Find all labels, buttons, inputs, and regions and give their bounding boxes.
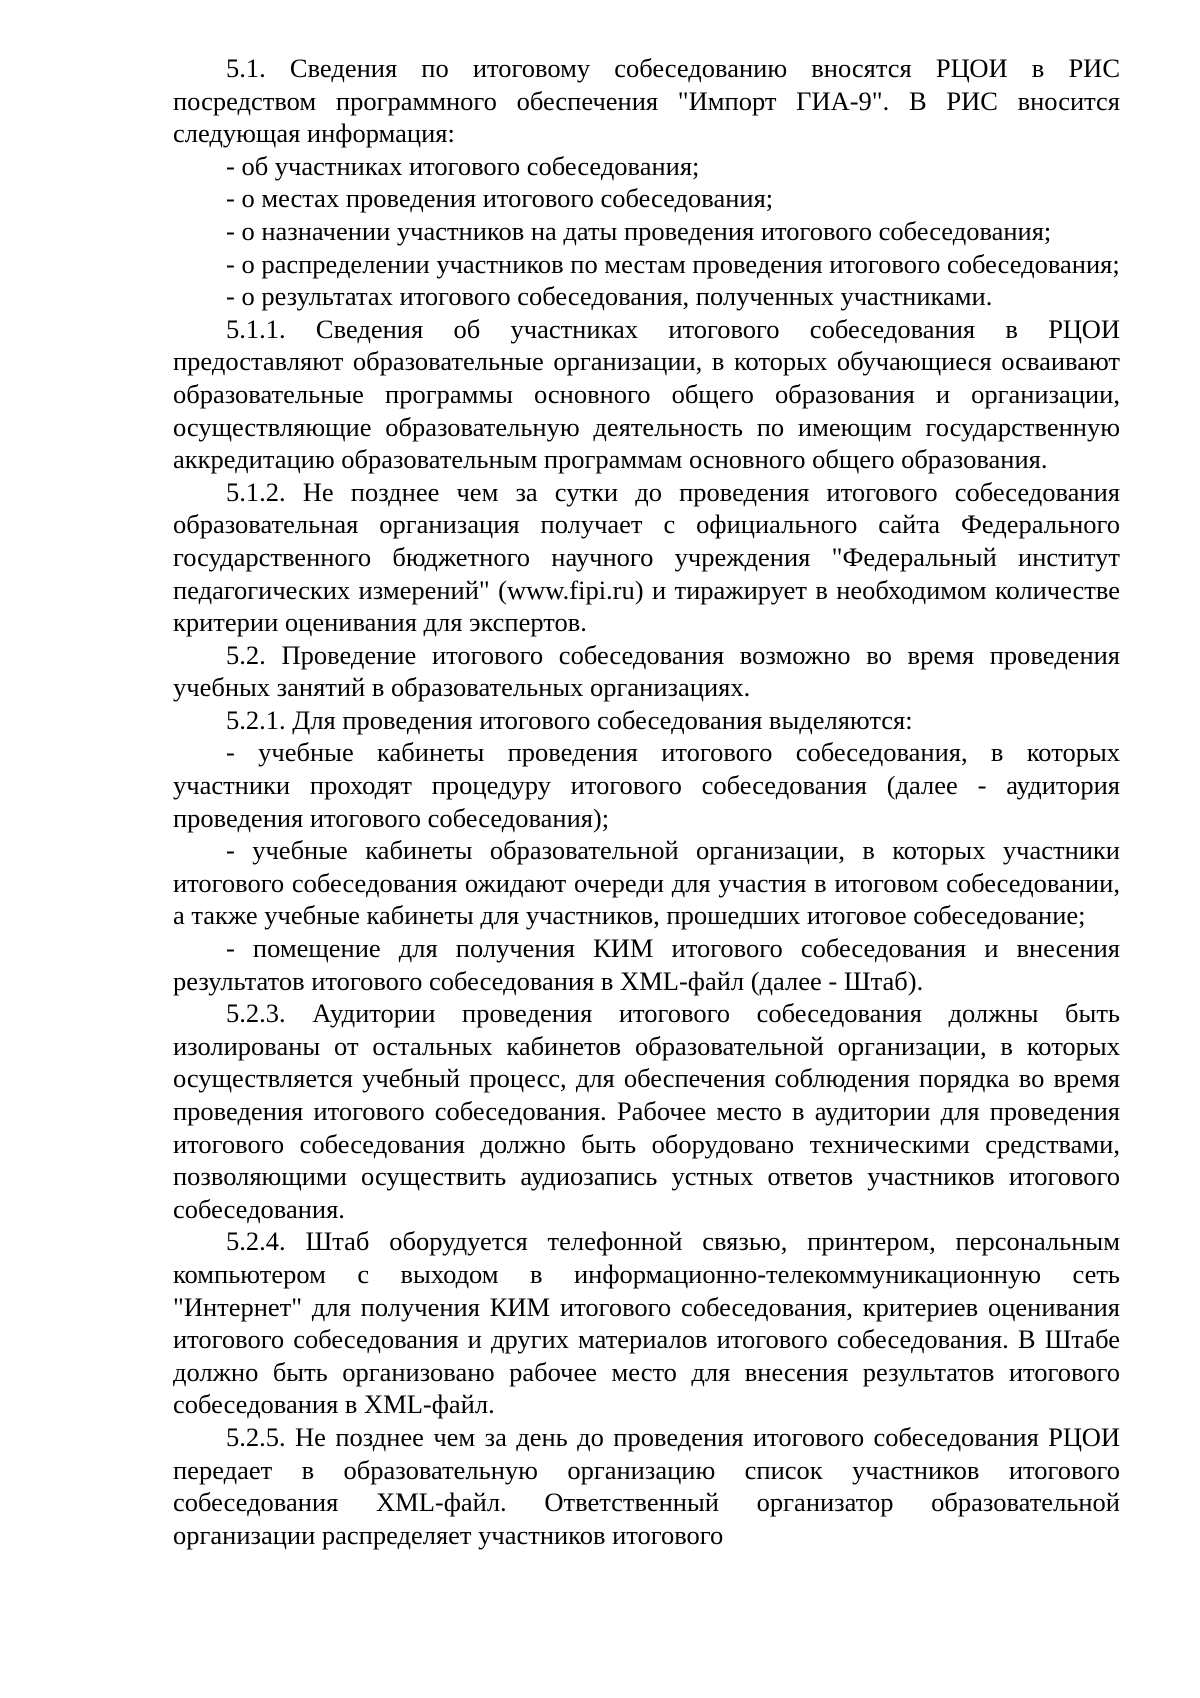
paragraph-5-2-5: 5.2.5. Не позднее чем за день до проведения итогового собеседования РЦОИ передает в образовательную организацию список участников итогового собеседования XML-файл. Ответственный организатор образовательной организации распределяет участников итогового bbox=[173, 1421, 1120, 1550]
paragraph-5-1-1: 5.1.1. Сведения об участниках итогового собеседования в РЦОИ предоставляют образовательные организации, в которых обучающиеся осваивают образовательные программы основного общего образования и организации, осуществляющие образовательную деятельность по имеющим государственную аккредитацию образовательным программам основного общего образования. bbox=[173, 313, 1120, 475]
paragraph-5-2-3: 5.2.3. Аудитории проведения итогового собеседования должны быть изолированы от остальных кабинетов образовательной организации, в которых осуществляется учебный процесс, для обеспечения соблюдения порядка во время проведения итогового собеседования. Рабочее место в аудитории для проведения итогового собеседования должно быть оборудовано техническими средствами, позволяющими осуществить аудиозапись устных ответов участников итогового собеседования. bbox=[173, 998, 1120, 1224]
list-item-headquarters: - помещение для получения КИМ итогового собеседования и внесения результатов итогового собеседования в XML-файл (далее - Штаб). bbox=[173, 933, 1120, 996]
paragraph-5-2: 5.2. Проведение итогового собеседования возможно во время проведения учебных занятий в образовательных организациях. bbox=[173, 639, 1120, 703]
list-item-waiting-rooms: - учебные кабинеты образовательной организации, в которых участники итогового собеседования ожидают очереди для участия в итоговом собеседовании, а также учебные кабинеты для участников, прошедших итоговое собеседование; bbox=[173, 835, 1120, 931]
list-item-participants: - об участниках итогового собеседования; bbox=[226, 150, 700, 181]
list-item-venues: - о местах проведения итогового собеседования; bbox=[226, 183, 774, 214]
paragraph-5-2-4: 5.2.4. Штаб оборудуется телефонной связью, принтером, персональным компьютером с выходом в информационно-телекоммуникационную сеть "Интернет" для получения КИМ итогового собеседования, критериев оценивания итогового собеседования и других материалов итогового собеседования. В Штабе должно быть организовано рабочее место для внесения результатов итогового собеседования в XML-файл. bbox=[173, 1226, 1120, 1420]
paragraph-5-2-1: 5.2.1. Для проведения итогового собеседования выделяются: bbox=[226, 704, 913, 735]
paragraph-5-1-2: 5.1.2. Не позднее чем за сутки до проведения итогового собеседования образовательная организация получает с официального сайта Федерального государственного бюджетного научного учреждения "Федеральный институт педагогических измерений" (www.fipi.ru) и тиражирует в необходимом количестве критерии оценивания для экспертов. bbox=[173, 476, 1120, 638]
paragraph-5-1: 5.1. Сведения по итоговому собеседованию вносятся РЦОИ в РИС посредством программного обеспечения "Импорт ГИА-9". В РИС вносится следующая информация: bbox=[173, 53, 1120, 149]
list-item-results: - о результатах итогового собеседования, полученных участниками. bbox=[226, 281, 993, 312]
document-page bbox=[173, 52, 1120, 1551]
list-item-interview-rooms: - учебные кабинеты проведения итогового собеседования, в которых участники проходят процедуру итогового собеседования (далее - аудитория проведения итогового собеседования); bbox=[173, 737, 1120, 833]
list-item-dates: - о назначении участников на даты проведения итогового собеседования; bbox=[226, 215, 1052, 246]
list-item-distribution: - о распределении участников по местам проведения итогового собеседования; bbox=[226, 248, 1120, 279]
